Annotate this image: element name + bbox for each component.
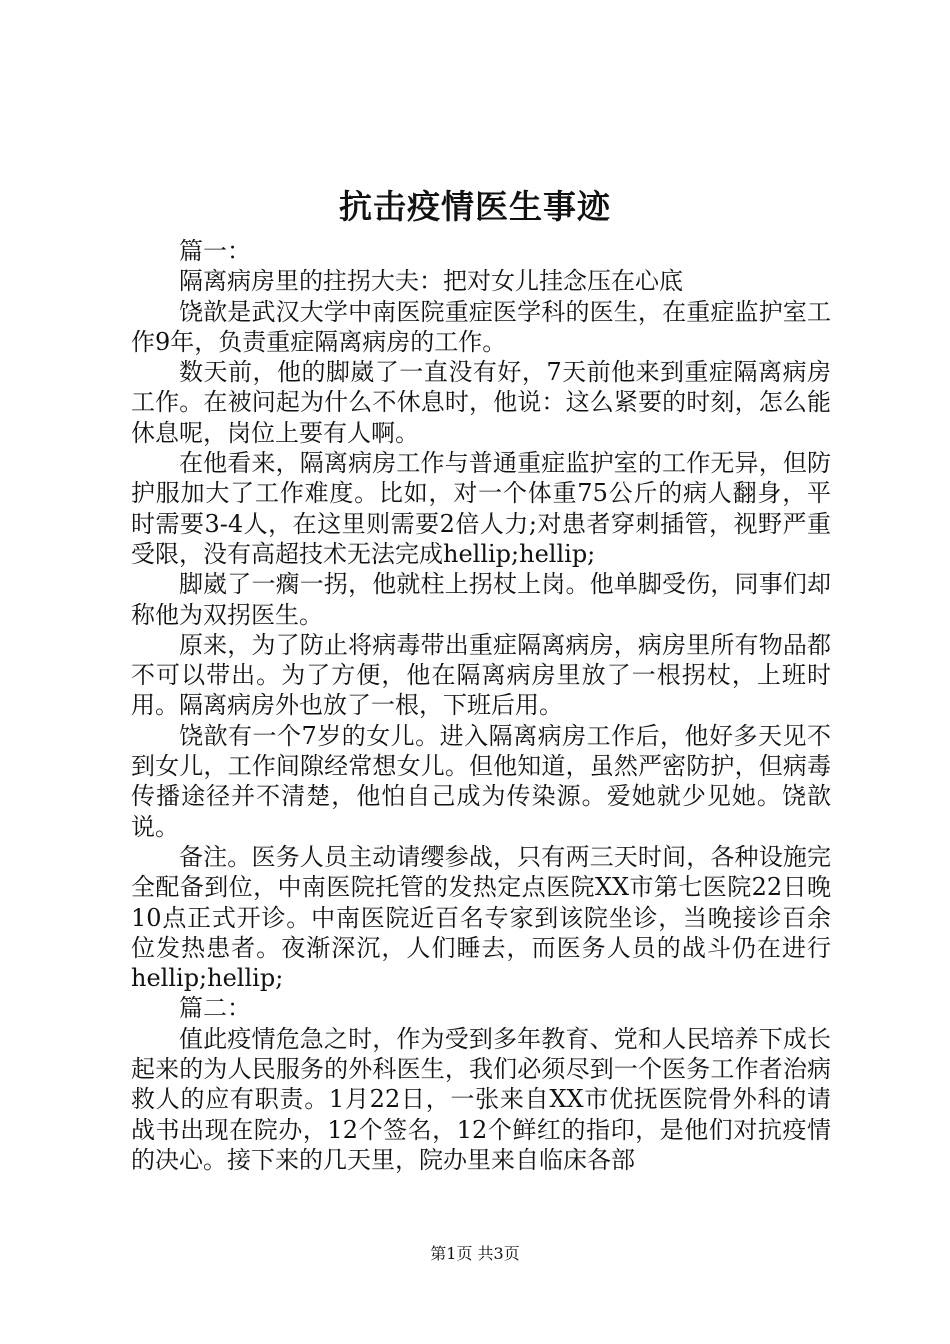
paragraph: 值此疫情危急之时，作为受到多年教育、党和人民培养下成长起来的为人民服务的外科医生，我们必须尽到一个医务工作者治病救人的应有职责。1月22日，一张来自XX市优抚医院骨外科的请战书出现在院办，12个签名，12个鲜红的指印，是他们对抗疫情的决心。接下来的几天里，院办里来自临床各部	[131, 1024, 831, 1174]
section-heading-2: 篇二：	[179, 994, 251, 1023]
page-footer: 第1页 共3页	[430, 1244, 520, 1263]
paragraph: 备注。医务人员主动请缨参战，只有两三天时间，各种设施完全配备到位，中南医院托管的发热定点医院XX市第七医院22日晚10点正式开诊。中南医院近百名专家到该院坐诊，当晚接诊百余位发热患者。夜渐深沉，人们睡去，而医务人员的战斗仍在进行hellip;hellip;	[131, 842, 831, 993]
article-subtitle: 隔离病房里的拄拐大夫：把对女儿挂念压在心底	[179, 267, 683, 296]
paragraph: 饶歆是武汉大学中南医院重症医学科的医生，在重症监护室工作9年，负责重症隔离病房的工作。	[131, 297, 831, 356]
document-title: 抗击疫情医生事迹	[339, 187, 611, 226]
paragraph: 在他看来，隔离病房工作与普通重症监护室的工作无异，但防护服加大了工作难度。比如，对一个体重75公斤的病人翻身，平时需要3-4人，在这里则需要2倍人力;对患者穿刺插管，视野严重受限，没有高超技术无法完成hellip;hellip;	[131, 449, 831, 568]
paragraph: 脚崴了一瘸一拐，他就柱上拐杖上岗。他单脚受伤，同事们却称他为双拐医生。	[131, 570, 831, 629]
paragraph: 原来，为了防止将病毒带出重症隔离病房，病房里所有物品都不可以带出。为了方便，他在隔离病房里放了一根拐杖，上班时用。隔离病房外也放了一根，下班后用。	[131, 630, 831, 720]
section-heading-1: 篇一：	[179, 237, 251, 265]
paragraph: 饶歆有一个7岁的女儿。进入隔离病房工作后，他好多天见不到女儿，工作间隙经常想女儿。但他知道，虽然严密防护，但病毒传播途径并不清楚，他怕自己成为传染源。爱她就少见她。饶歆说。	[131, 721, 831, 841]
paragraph: 数天前，他的脚崴了一直没有好，7天前他来到重症隔离病房工作。在被问起为什么不休息时，他说：这么紧要的时刻，怎么能休息呢，岗位上要有人啊。	[131, 358, 831, 447]
document-body	[131, 236, 831, 1175]
